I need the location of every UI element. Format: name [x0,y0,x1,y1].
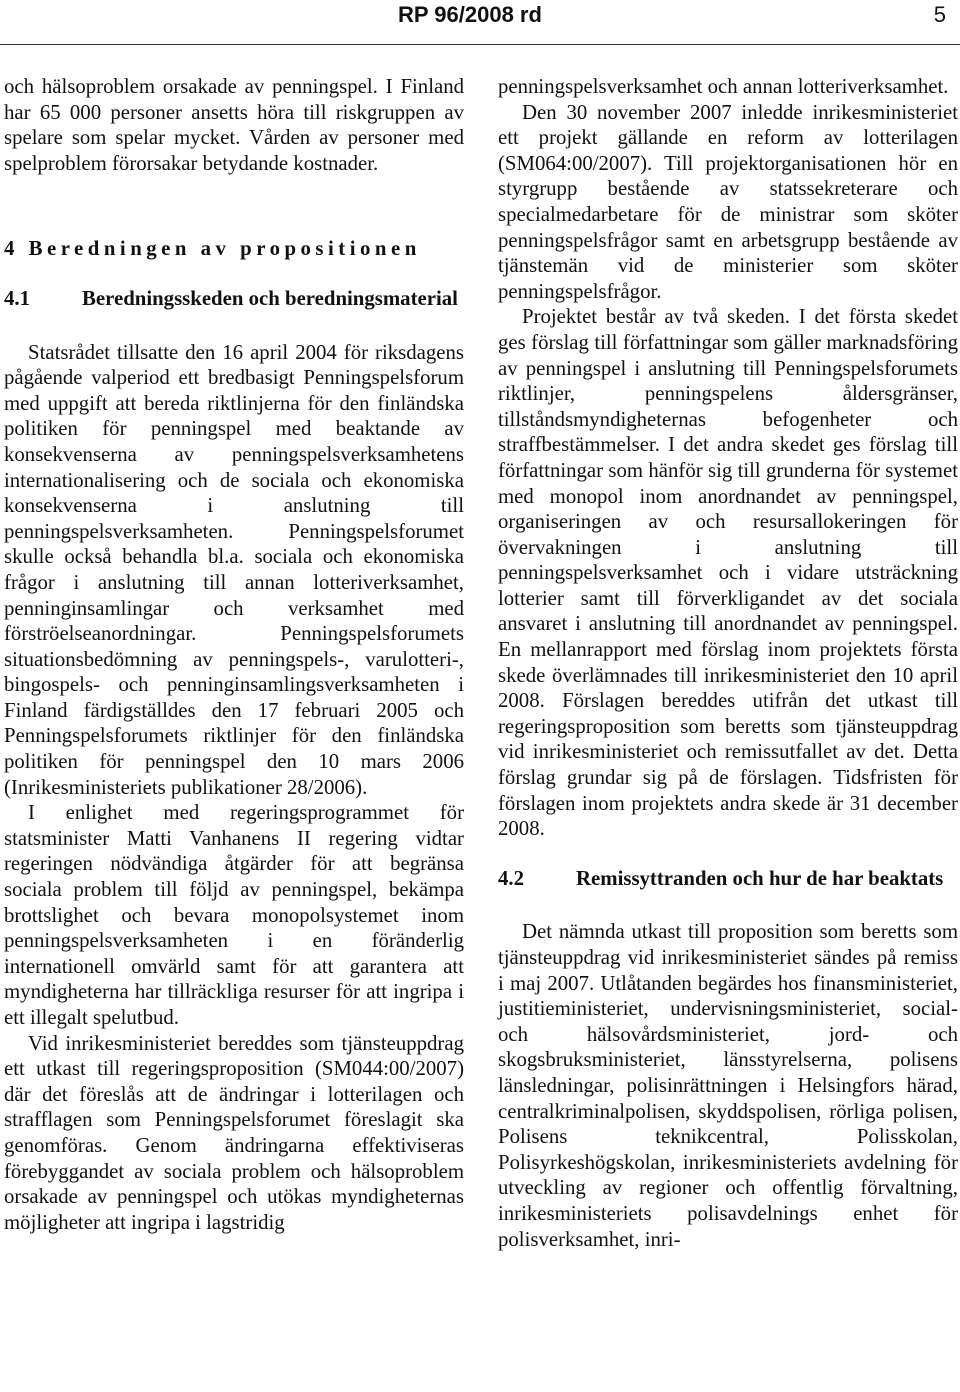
section-heading: 4 Beredningen av propositionen [4,237,421,261]
subsection-title: Remissyttranden och hur de har beaktats [576,866,944,890]
paragraph: Vid inrikesministeriet bereddes som tjänsteuppdrag ett utkast till regeringsproposition (SM044:00/2007) där det föreslås att de ändringar i lotterilagen och strafflagen som Penningspelsforumet föreslagit ska genomföras. Genom ändringarna effektiviseras förebyggandet av sociala problem och hälsoproblem orsakade av penningspel och utökas myndigheternas möjligheter att ingripa i lagstridig [4,1031,464,1234]
document-id: RP 96/2008 rd [398,2,542,27]
paragraph: Statsrådet tillsatte den 16 april 2004 för riksdagens pågående valperiod ett bredbasigt Penningspelsforum med uppgift att bereda riktlinjerna för den finländska politiken för penningspel med beaktande av konsekvenserna av penningspelsverksamhetens internationalisering och de sociala och ekonomiska konsekvenserna i anslutning till penningspelsverksamheten. Penningspelsforumet skulle också behandla bl.a. sociala och ekonomiska frågor i anslutning till annan lotteriverksamhet, penninginsamlingar och verksamhet med förströelseanordningar. Penningspelsforumets situationsbedömning av penningspels-, varulotteri-, bingospels- och penninginsamlingsverksamheten i Finland färdigställdes den 17 februari 2005 och Penningspelsforumets riktlinjer för den finländska politiken för penningspel den 10 mars 2006 (Inrikesministeriets publikationer 28/2006). [4,340,464,799]
subsection-heading-4-1 [4,286,464,312]
paragraph: Projektet består av två skeden. I det första skedet ges förslag till författningar som gäller marknadsföring av penningspel i anslutning till Penningspelsforumets riktlinjer, penningspelens åldersgränser, tillståndsmyndigheternas befogenheter och straffbestämmelser. I det andra skedet ges förslag till författningar som hänför sig till grunderna för systemet med monopol inom anordnandet av penningspel, organiseringen av och resursallokeringen för övervakningen i anslutning till penningspelsverksamhet och i vidare utsträckning lotterier samt till förverkligandet av det sociala ansvaret i anslutning till anordnandet av penningspel. En mellanrapport med förslag inom projektets första skede överlämnades till inrikesministeriet den 10 april 2008. Förslagen bereddes utifrån det utkast till regeringsproposition som beretts som tjänsteuppdrag vid inrikesministeriet och remissutfallet av det. Detta förslag grundar sig på de förslagen. Tidsfristen för förslagen inom projektets andra skede är 31 december 2008. [498,305,958,841]
paragraph: Den 30 november 2007 inledde inrikesministeriet ett projekt gällande en reform av lotterilagen (SM064:00/2007). Till projektorganisationen hör en styrgrupp bestående av statssekreterare och specialmedarbetare för de ministrar som sköter penningspelsfrågor samt en arbetsgrupp bestående av tjänstemän vid de ministerier som sköter penningspelsfrågor. [498,100,958,303]
paragraph-continued: penningspelsverksamhet och annan lotteriverksamhet. [498,75,949,98]
subsection-heading-4-2 [498,866,958,892]
paragraph-intro: och hälsoproblem orsakade av penningspel. I Finland har 65 000 personer ansetts höra till riskgruppen av spelare som spelar mycket. Vården av personer med spelproblem förorsakar betydande kostnader. [4,75,464,175]
left-column [4,74,464,1235]
page-number: 5 [933,2,946,27]
subsection-title: Beredningsskeden och beredningsmaterial [82,286,458,310]
subsection-number: 4.2 [498,866,524,890]
page-header [0,0,960,45]
right-column [498,74,958,1252]
paragraph: I enlighet med regeringsprogrammet för statsminister Matti Vanhanens II regering vidtar regeringen nödvändiga åtgärder för att begränsa sociala problem till följd av penningspel, bekämpa brottslighet och bevara monopolsystemet inom penningspelsverksamheten i en föränderlig internationell omvärld samt för att garantera att myndigheterna har tillräckliga resurser för att ingripa i ett illegalt spelutbud. [4,801,464,1029]
subsection-number: 4.1 [4,286,30,310]
paragraph: Det nämnda utkast till proposition som beretts som tjänsteuppdrag vid inrikesministeriet sändes på remiss i maj 2007. Utlåtanden begärdes hos finansministeriet, justitieministeriet, undervisningsministeriet, social- och hälsovårdsministeriet, jord- och skogsbruksministeriet, länsstyrelserna, polisens länsledningar, polisinrättningen i Helsingfors härad, centralkriminalpolisen, skyddspolisen, rörliga polisen, Polisens teknikcentral, Polisskolan, Polisyrkeshögskolan, inrikesministeriets avdelning för utveckling av regioner och offentlig förvaltning, inrikesministeriets polisavdelnings enhet för polisverksamhet, inri- [498,920,958,1251]
